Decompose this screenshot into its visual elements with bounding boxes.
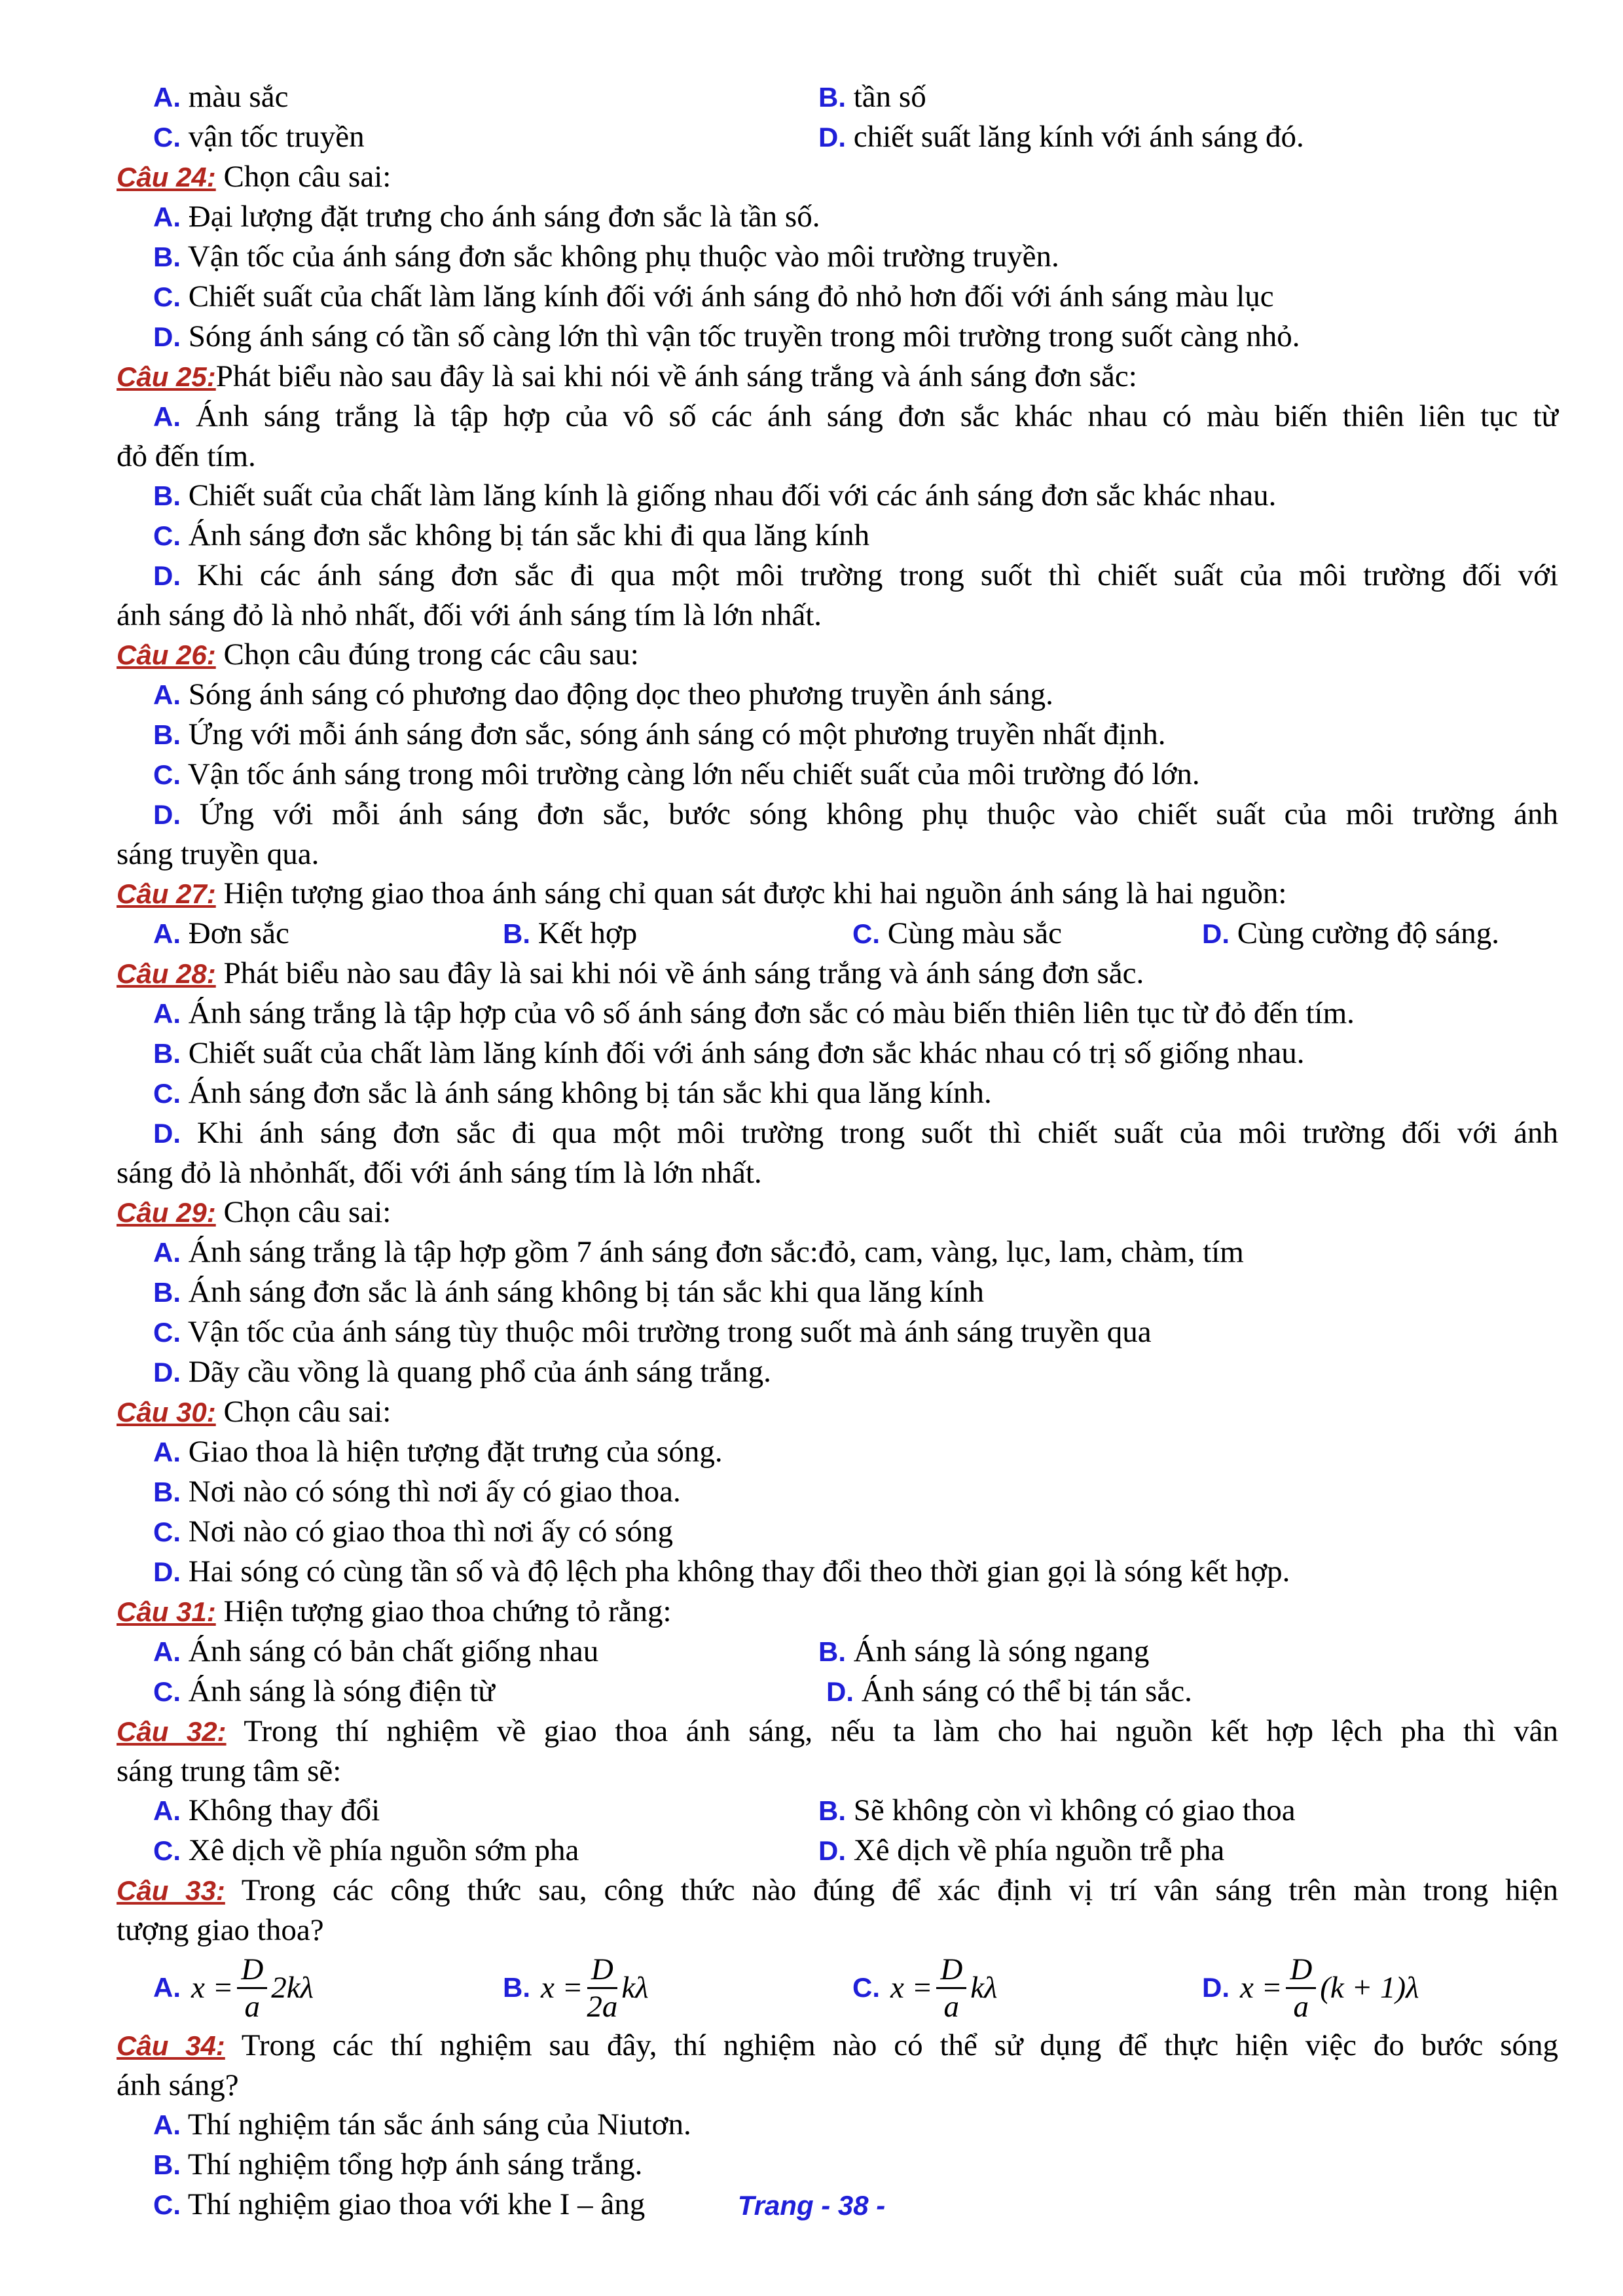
option-a [117, 77, 818, 117]
option-d [117, 1552, 1558, 1592]
option-text: Sẽ không còn vì không có giao thoa [846, 1793, 1296, 1827]
option-b [117, 715, 1558, 755]
option-label: C. [153, 1676, 181, 1707]
page-number: Trang - 38 - [737, 2190, 886, 2221]
option-d [117, 1352, 1558, 1392]
option-a [117, 1952, 503, 2024]
option-d-continued [117, 596, 1558, 635]
option-label: A. [153, 401, 181, 432]
option-label: A. [153, 918, 181, 949]
numerator: D [936, 1952, 966, 1989]
option-label: B. [153, 480, 181, 511]
option-a-continued [117, 437, 1558, 476]
option-row [117, 77, 1558, 117]
question-stem: Phát biểu nào sau đây là sai khi nói về ánh sáng trắng và ánh sáng đơn sắc: [215, 359, 1137, 393]
question-number: Câu 29: [117, 1197, 216, 1228]
option-label: C. [852, 1972, 880, 2003]
option-c [117, 755, 1558, 795]
option-label: B. [503, 1972, 530, 2003]
question-28 [117, 954, 1558, 994]
option-label: C. [153, 1078, 181, 1109]
option-row [117, 1831, 1558, 1871]
option-text: Cùng cường độ sáng. [1230, 916, 1499, 950]
option-text: màu sắc [188, 80, 289, 114]
question-stem: sáng trung tâm sẽ: [117, 1754, 342, 1788]
option-row [117, 117, 1558, 157]
option-a [117, 675, 1558, 715]
option-text: Khi ánh sáng đơn sắc đi qua một môi trường trong suốt thì chiết suất của môi trường đối với ánh [181, 1116, 1558, 1150]
formula [191, 1952, 314, 2024]
question-stem: Chọn câu sai: [215, 160, 392, 194]
option-text: Sóng ánh sáng có tần số càng lớn thì vận tốc truyền trong môi trường trong suốt càng nhỏ. [181, 319, 1300, 353]
option-c [117, 516, 1558, 556]
option-d [818, 117, 1304, 157]
question-stem: Chọn câu đúng trong các câu sau: [215, 637, 639, 672]
numerator: D [587, 1952, 617, 1989]
question-number: Câu 26: [117, 639, 216, 670]
option-label: B. [818, 82, 846, 113]
option-label: C. [153, 759, 181, 790]
question-stem: Trong thí nghiệm về giao thoa ánh sáng, nếu ta làm cho hai nguồn kết hợp lệch pha thì vân [226, 1714, 1559, 1748]
question-27 [117, 874, 1558, 914]
option-c [852, 914, 1202, 954]
option-text: Chiết suất của chất làm lăng kính là giống nhau đối với các ánh sáng đơn sắc khác nhau. [181, 478, 1277, 512]
option-text: Chiết suất của chất làm lăng kính đối với ánh sáng đơn sắc khác nhau có trị số giống nhau. [181, 1036, 1305, 1070]
formula-lhs: x = [191, 1971, 234, 2005]
option-label: A. [153, 2109, 181, 2140]
denominator: 2a [587, 1989, 618, 2024]
option-text: Giao thoa là hiện tượng đặt trưng của sóng. [181, 1435, 723, 1469]
option-text: Thí nghiệm tán sắc ánh sáng của Niutơn. [181, 2108, 691, 2142]
option-row [117, 914, 1558, 954]
question-number: Câu 28: [117, 958, 216, 989]
option-c [117, 1831, 818, 1871]
question-number: Câu 27: [117, 878, 216, 909]
option-text: Xê dịch về phía nguồn sớm pha [181, 1833, 579, 1867]
option-label: C. [852, 918, 880, 949]
formula-lhs: x = [541, 1971, 583, 2005]
option-label: A. [153, 1795, 181, 1826]
option-a [117, 1632, 818, 1672]
question-32 [117, 1712, 1558, 1751]
option-label: A. [153, 1972, 181, 2003]
option-label: C. [153, 2189, 181, 2220]
question-29 [117, 1193, 1558, 1232]
option-text: Vận tốc ánh sáng trong môi trường càng lớn nếu chiết suất của môi trường đó lớn. [181, 757, 1200, 791]
fraction [1286, 1952, 1316, 2024]
option-b [117, 1472, 1558, 1512]
option-label: B. [153, 242, 181, 272]
option-text: Nơi nào có giao thoa thì nơi ấy có sóng [181, 1515, 673, 1549]
option-c [117, 277, 1558, 317]
question-26 [117, 635, 1558, 675]
option-text: Khi các ánh sáng đơn sắc đi qua một môi trường trong suốt thì chiết suất của môi trường đối với [181, 558, 1558, 592]
question-25 [117, 357, 1558, 397]
option-label: D. [1202, 1972, 1230, 2003]
option-b [503, 914, 852, 954]
option-label: D. [153, 1357, 181, 1388]
option-label: C. [153, 1516, 181, 1547]
option-d [117, 795, 1558, 834]
option-text: Ánh sáng đơn sắc là ánh sáng không bị tán sắc khi qua lăng kính [181, 1275, 985, 1309]
option-text: Thí nghiệm tổng hợp ánh sáng trắng. [181, 2147, 643, 2181]
option-b [818, 1632, 1149, 1672]
option-label: A. [153, 1437, 181, 1467]
option-label: D. [153, 321, 181, 352]
option-text: Vận tốc của ánh sáng tùy thuộc môi trường trong suốt mà ánh sáng truyền qua [181, 1315, 1152, 1349]
option-row [117, 1632, 1558, 1672]
option-text: Nơi nào có sóng thì nơi ấy có giao thoa. [181, 1475, 681, 1509]
document-page [117, 77, 1558, 2225]
option-text: Ánh sáng có bản chất giống nhau [181, 1634, 599, 1668]
option-label: B. [818, 1636, 846, 1667]
question-stem: Chọn câu sai: [215, 1195, 392, 1229]
option-b [117, 476, 1558, 516]
option-d [818, 1831, 1224, 1871]
formula-rhs: kλ [621, 1971, 649, 2005]
option-d [818, 1672, 1192, 1712]
question-number: Câu 24: [117, 162, 216, 192]
option-row [117, 1672, 1558, 1712]
option-label: D. [153, 799, 181, 830]
question-33 [117, 1871, 1558, 1910]
option-label: D. [818, 1835, 846, 1866]
question-number: Câu 30: [117, 1397, 216, 1427]
option-c [117, 1672, 818, 1712]
option-c [852, 1952, 1202, 2024]
option-b [818, 1791, 1296, 1831]
fraction [587, 1952, 617, 2024]
question-stem: ánh sáng? [117, 2068, 239, 2102]
option-row [117, 1791, 1558, 1831]
option-text: Kết hợp [530, 916, 638, 950]
question-number: Câu 25: [117, 361, 216, 392]
option-label: C. [153, 281, 181, 312]
option-text: Đại lượng đặt trưng cho ánh sáng đơn sắc là tần số. [181, 200, 820, 234]
option-d-continued [117, 1153, 1558, 1193]
option-label: D. [153, 1556, 181, 1587]
formula-lhs: x = [890, 1971, 933, 2005]
denominator: a [943, 1989, 960, 2024]
option-text: Vận tốc của ánh sáng đơn sắc không phụ thuộc vào môi trường truyền. [181, 240, 1059, 274]
option-text: Thí nghiệm giao thoa với khe I – âng [181, 2187, 646, 2221]
option-text: Ứng với mỗi ánh sáng đơn sắc, sóng ánh sáng có một phương truyền nhất định. [181, 717, 1166, 751]
option-text: Sóng ánh sáng có phương dao động dọc theo phương truyền ánh sáng. [181, 677, 1053, 711]
option-text: Ánh sáng trắng là tập hợp gồm 7 ánh sáng đơn sắc:đỏ, cam, vàng, lục, lam, chàm, tím [181, 1235, 1244, 1269]
option-b [818, 77, 926, 117]
question-stem: Hiện tượng giao thoa ánh sáng chỉ quan sát được khi hai nguồn ánh sáng là hai nguồn: [215, 876, 1287, 910]
question-stem: tượng giao thoa? [117, 1913, 324, 1947]
option-text: sáng đỏ là nhỏnhất, đối với ánh sáng tím là lớn nhất. [117, 1156, 762, 1190]
option-text: Ánh sáng có thể bị tán sắc. [854, 1674, 1192, 1708]
option-label: C. [153, 1317, 181, 1348]
question-stem-continued [117, 1910, 1558, 1950]
option-c [117, 1512, 1558, 1552]
option-d [1202, 1952, 1552, 2024]
formula-rhs: (k + 1)λ [1320, 1971, 1419, 2005]
option-text: ánh sáng đỏ là nhỏ nhất, đối với ánh sáng tím là lớn nhất. [117, 598, 822, 632]
option-d [117, 317, 1558, 357]
option-label: B. [818, 1795, 846, 1826]
question-31 [117, 1592, 1558, 1632]
option-text: đỏ đến tím. [117, 439, 256, 473]
option-d [1202, 914, 1499, 954]
option-text: Ánh sáng đơn sắc là ánh sáng không bị tán sắc khi qua lăng kính. [181, 1076, 992, 1110]
option-b [117, 2145, 1558, 2185]
option-c [117, 1312, 1558, 1352]
question-number: Câu 32: [117, 1716, 227, 1747]
option-label: D. [818, 122, 846, 152]
question-stem: Chọn câu sai: [215, 1395, 392, 1429]
option-text: Hai sóng có cùng tần số và độ lệch pha không thay đổi theo thời gian gọi là sóng kết hợp. [181, 1554, 1290, 1588]
option-label: C. [153, 1835, 181, 1866]
option-label: B. [153, 1477, 181, 1507]
formula-rhs: 2kλ [271, 1971, 314, 2005]
fraction [936, 1952, 966, 2024]
option-b [117, 1272, 1558, 1312]
numerator: D [237, 1952, 267, 1989]
option-text: chiết suất lăng kính với ánh sáng đó. [853, 120, 1304, 154]
question-34 [117, 2026, 1558, 2066]
option-label: A. [153, 998, 181, 1029]
option-text: Không thay đổi [181, 1793, 380, 1827]
option-d [117, 1113, 1558, 1153]
option-b [117, 1033, 1558, 1073]
option-text: Ánh sáng là sóng ngang [846, 1634, 1150, 1668]
option-c [117, 117, 818, 157]
option-text: Ứng với mỗi ánh sáng đơn sắc, bước sóng không phụ thuộc vào chiết suất của môi trường ánh [181, 797, 1558, 831]
option-label: A. [153, 679, 181, 710]
option-d-continued [117, 834, 1558, 874]
option-text: Dãy cầu vồng là quang phổ của ánh sáng trắng. [181, 1355, 771, 1389]
option-a [117, 994, 1558, 1033]
option-a [117, 2105, 1558, 2145]
option-text: sáng truyền qua. [117, 837, 319, 871]
option-a [117, 1432, 1558, 1472]
option-label: D. [1202, 918, 1230, 949]
formula [1240, 1952, 1419, 2024]
formula [890, 1952, 998, 2024]
question-stem: Trong các thí nghiệm sau đây, thí nghiệm nào có thể sử dụng để thực hiện việc đo bước sóng [225, 2028, 1558, 2062]
option-text: Ánh sáng trắng là tập hợp của vô số các ánh sáng đơn sắc khác nhau có màu biến thiên liên tục từ [181, 399, 1558, 433]
option-text: Cùng màu sắc [880, 916, 1063, 950]
option-label: B. [153, 2149, 181, 2180]
option-text: Xê dịch về phía nguồn trễ pha [846, 1833, 1225, 1867]
option-text: Đơn sắc [181, 916, 289, 950]
denominator: a [1293, 1989, 1309, 2024]
option-label: B. [153, 1038, 181, 1069]
option-a [117, 397, 1558, 437]
question-stem: Trong các công thức sau, công thức nào đúng để xác định vị trí vân sáng trên màn trong hiện [225, 1873, 1558, 1907]
question-24 [117, 157, 1558, 197]
denominator: a [244, 1989, 261, 2024]
option-d [117, 556, 1558, 596]
option-label: C. [153, 122, 181, 152]
fraction [237, 1952, 267, 2024]
option-label: A. [153, 82, 181, 113]
option-a [117, 914, 503, 954]
option-label: B. [503, 918, 530, 949]
question-stem-continued [117, 1751, 1558, 1791]
option-a [117, 197, 1558, 237]
option-label: B. [153, 1277, 181, 1308]
option-label: D. [153, 1118, 181, 1149]
option-b [503, 1952, 852, 2024]
formula-option-row [117, 1950, 1558, 2026]
formula [541, 1952, 649, 2024]
formula-rhs: kλ [970, 1971, 998, 2005]
option-label: D. [153, 560, 181, 591]
question-stem-continued [117, 2066, 1558, 2105]
option-b [117, 237, 1558, 277]
option-label: A. [153, 1636, 181, 1667]
question-number: Câu 34: [117, 2030, 225, 2061]
option-text: Ánh sáng trắng là tập hợp của vô số ánh sáng đơn sắc có màu biến thiên liên tục từ đỏ đến tím. [181, 996, 1355, 1030]
option-text: Ánh sáng là sóng điện từ [181, 1674, 495, 1708]
option-text: Ánh sáng đơn sắc không bị tán sắc khi đi qua lăng kính [181, 518, 870, 552]
formula-lhs: x = [1240, 1971, 1283, 2005]
option-text: tần số [853, 80, 926, 114]
option-text: vận tốc truyền [188, 120, 365, 154]
option-label: A. [153, 202, 181, 232]
option-c [117, 1073, 1558, 1113]
option-label: D. [826, 1676, 854, 1707]
question-stem: Phát biểu nào sau đây là sai khi nói về ánh sáng trắng và ánh sáng đơn sắc. [215, 956, 1144, 990]
question-number: Câu 33: [117, 1875, 225, 1906]
numerator: D [1286, 1952, 1316, 1989]
question-number: Câu 31: [117, 1596, 216, 1627]
option-text: Chiết suất của chất làm lăng kính đối với ánh sáng đỏ nhỏ hơn đối với ánh sáng màu lục [181, 279, 1274, 314]
option-label: A. [153, 1237, 181, 1268]
option-a [117, 1232, 1558, 1272]
option-label: B. [153, 719, 181, 750]
option-a [117, 1791, 818, 1831]
question-stem: Hiện tượng giao thoa chứng tỏ rằng: [215, 1594, 672, 1628]
question-30 [117, 1392, 1558, 1432]
option-label: C. [153, 520, 181, 551]
